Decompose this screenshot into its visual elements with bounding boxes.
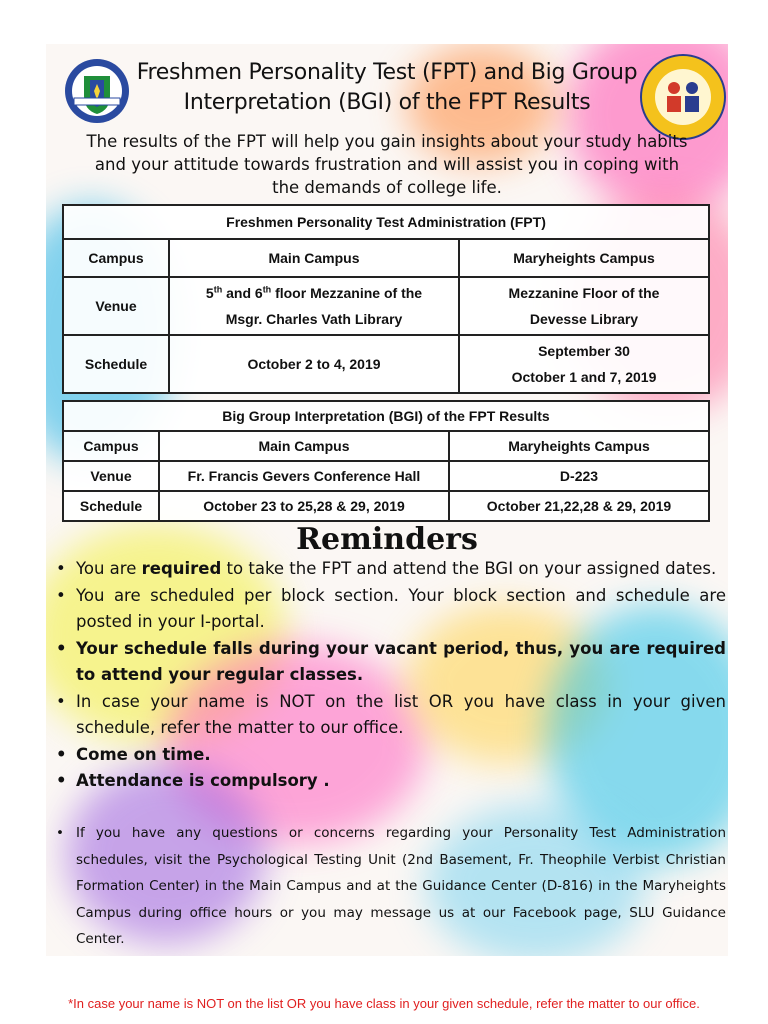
fpt-venue-main: 5th and 6th floor Mezzanine of the Msgr. Charles Vath Library — [169, 277, 459, 335]
fpt-header-maryheights: Maryheights Campus — [459, 239, 709, 277]
title-line-1: Freshmen Personality Test (FPT) and Big Group — [136, 60, 638, 85]
bgi-schedule-main: October 23 to 25,28 & 29, 2019 — [159, 491, 449, 521]
bgi-header-main: Main Campus — [159, 431, 449, 461]
reminders-title: Reminders — [296, 522, 478, 557]
title-line-2: Interpretation (BGI) of the FPT Results — [183, 90, 591, 115]
bgi-schedule-label: Schedule — [63, 491, 159, 521]
bgi-schedule-maryheights: October 21,22,28 & 29, 2019 — [449, 491, 709, 521]
reminder-item-7: • If you have any questions or concerns regarding your Personality Test Administration schedules, visit the Psychological Testing Unit (2nd Basement, Fr. Theophile Verbist Christian Formation Center) in the Main Campus and at the Guidance Center (D-816) in the Maryheights Campus during office hours or you may message us at our Facebook page, SLU Guidance Center. — [76, 820, 726, 953]
bgi-header-maryheights: Maryheights Campus — [449, 431, 709, 461]
fpt-header-campus: Campus — [63, 239, 169, 277]
bgi-venue-main: Fr. Francis Gevers Conference Hall — [159, 461, 449, 491]
fpt-schedule-main: October 2 to 4, 2019 — [169, 335, 459, 393]
bgi-schedule-table — [62, 400, 710, 522]
fpt-schedule-table — [62, 204, 710, 394]
reminder-item-3: • Your schedule falls during your vacant period, thus, you are required to attend your regular classes. — [76, 636, 726, 689]
reminder-item-5: • Come on time. — [76, 742, 726, 769]
intro-line-2: and your attitude towards frustration and will assist you in coping with — [94, 155, 680, 174]
footnote: *In case your name is NOT on the list OR you have class in your given schedule, refer the matter to our office. — [68, 996, 700, 1011]
reminder-item-1: • You are required to take the FPT and attend the BGI on your assigned dates. — [76, 556, 726, 583]
poster — [46, 44, 728, 956]
bgi-venue-maryheights: D-223 — [449, 461, 709, 491]
reminders-list — [46, 556, 726, 795]
reminder-item-4: • In case your name is NOT on the list OR you have class in your given schedule, refer the matter to our office. — [76, 689, 726, 742]
fpt-schedule-label: Schedule — [63, 335, 169, 393]
fpt-header-main: Main Campus — [169, 239, 459, 277]
fpt-schedule-maryheights: September 30 October 1 and 7, 2019 — [459, 335, 709, 393]
intro-paragraph — [76, 130, 698, 199]
bgi-venue-label: Venue — [63, 461, 159, 491]
intro-line-3: the demands of college life. — [272, 178, 502, 197]
intro-line-1: The results of the FPT will help you gain insights about your study habits — [86, 132, 688, 151]
reminders-contact-list — [46, 820, 726, 953]
fpt-table-heading: Freshmen Personality Test Administration (FPT) — [63, 205, 709, 239]
fpt-venue-maryheights: Mezzanine Floor of the Devesse Library — [459, 277, 709, 335]
bgi-table-heading: Big Group Interpretation (BGI) of the FPT Results — [63, 401, 709, 431]
bgi-header-campus: Campus — [63, 431, 159, 461]
fpt-venue-label: Venue — [63, 277, 169, 335]
reminder-item-2: • You are scheduled per block section. Your block section and schedule are posted in your I-portal. — [76, 583, 726, 636]
reminder-item-6: • Attendance is compulsory . — [76, 768, 726, 795]
